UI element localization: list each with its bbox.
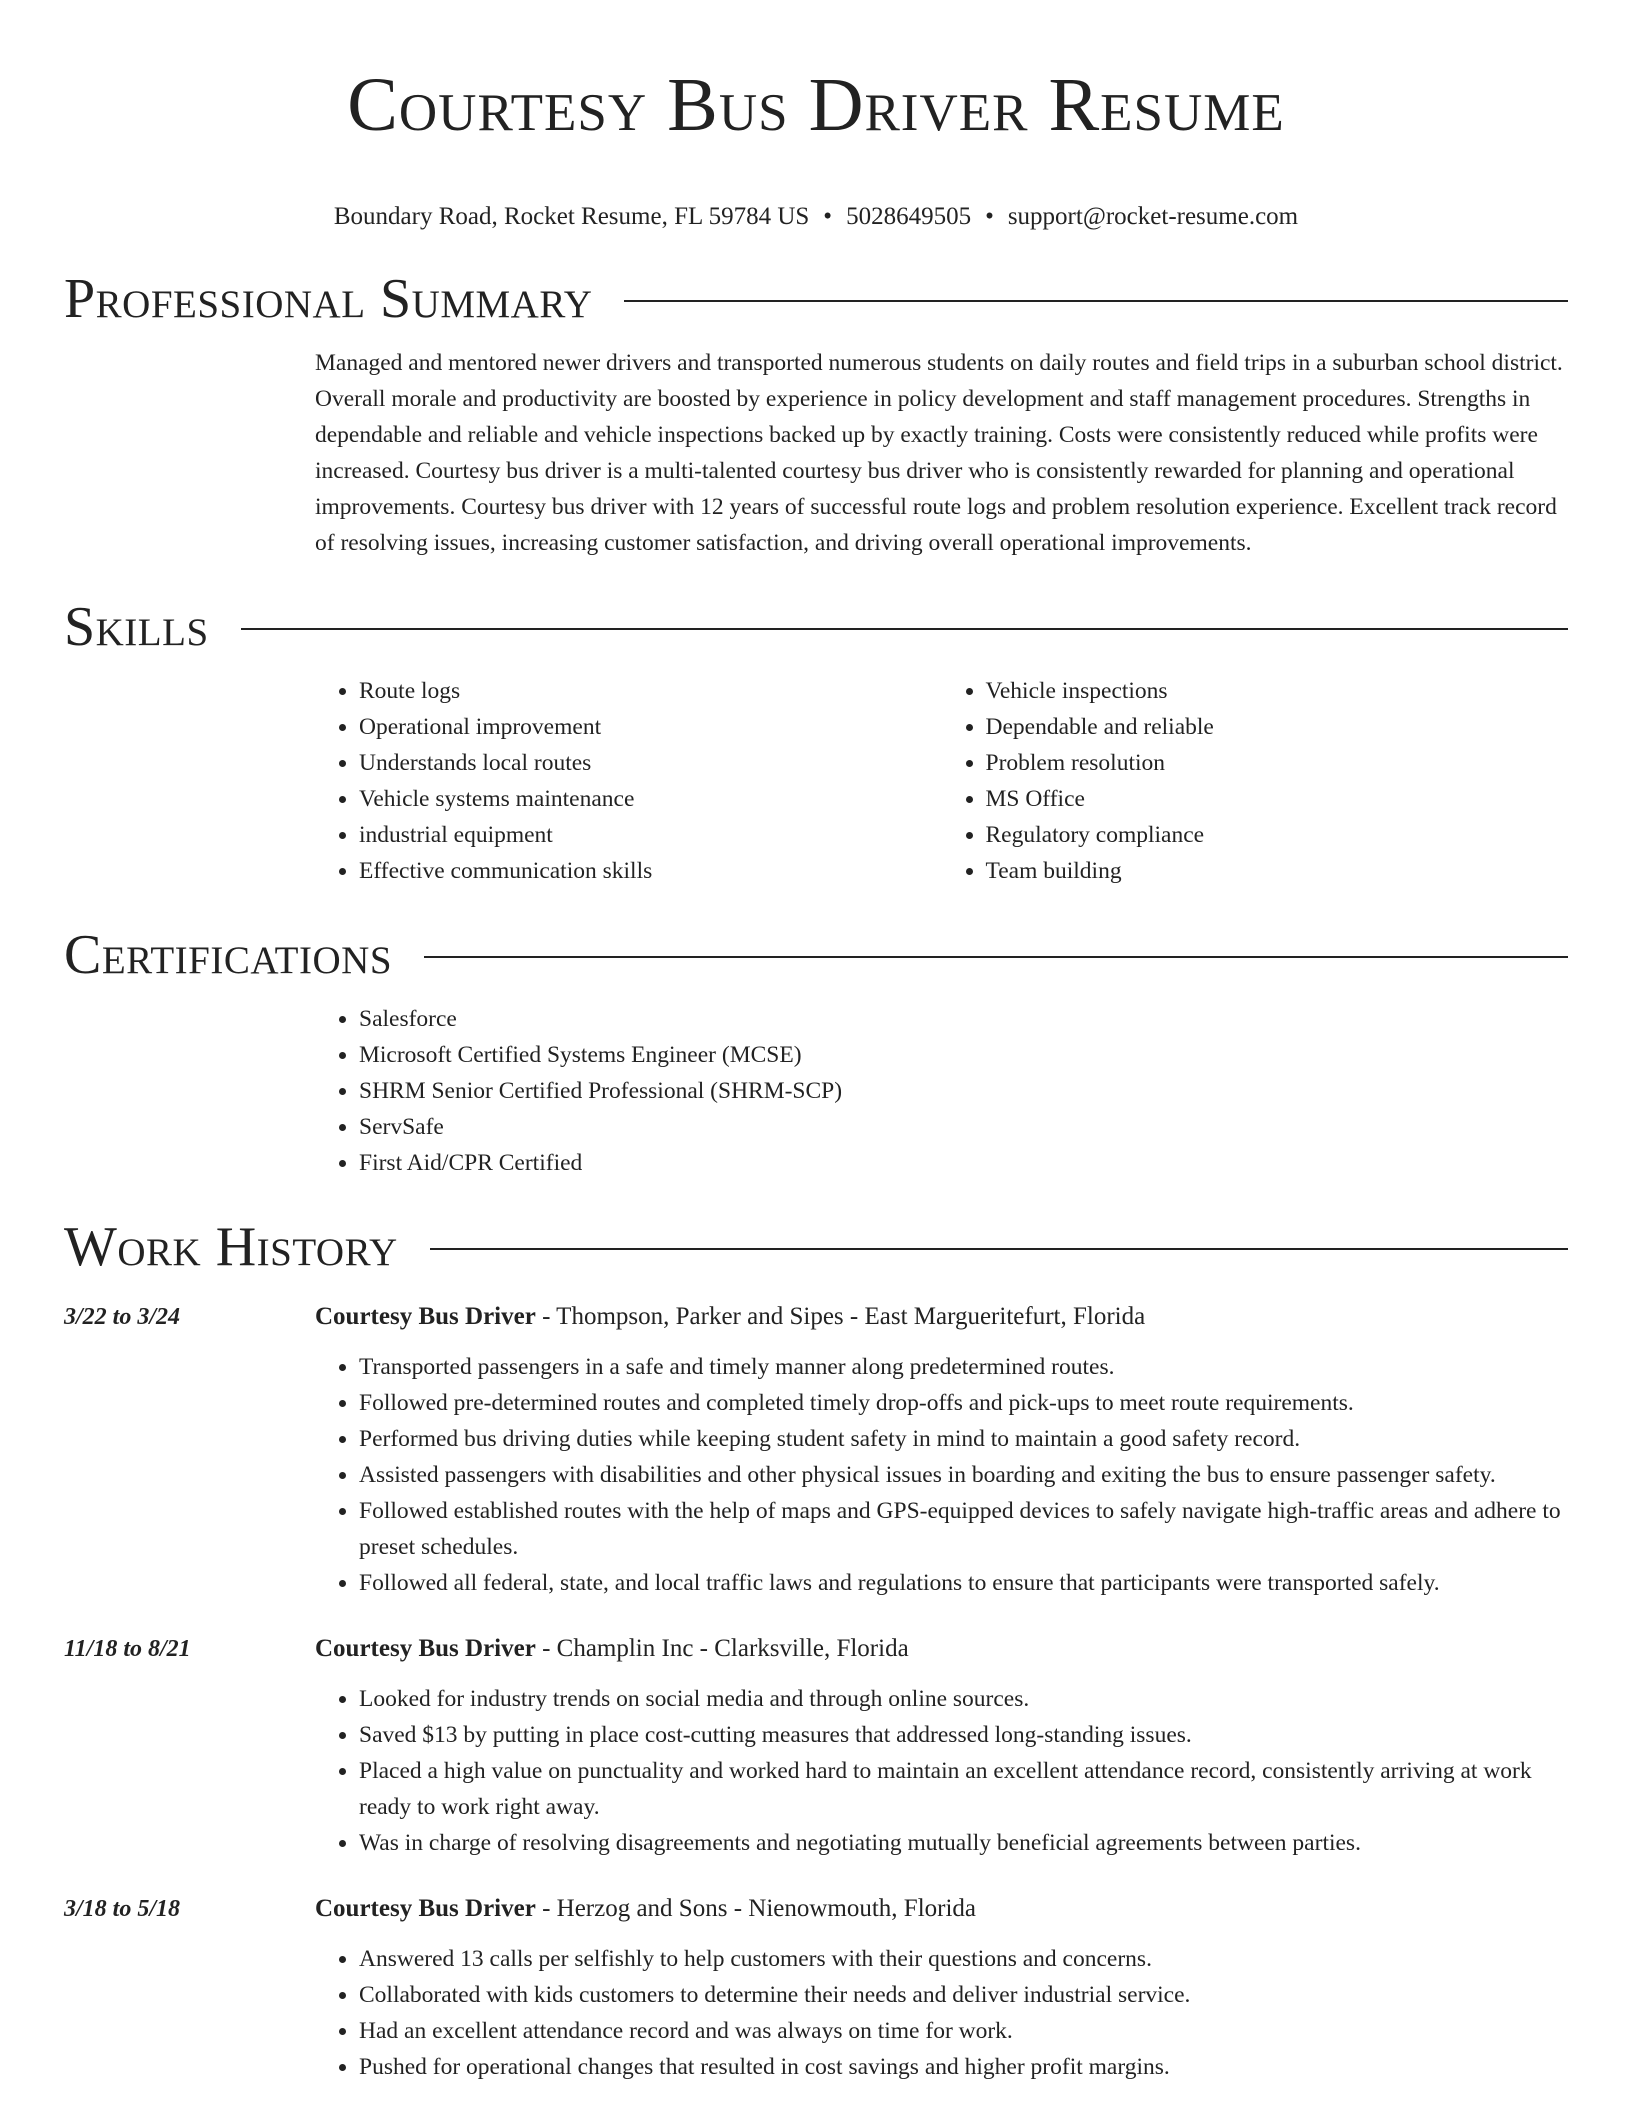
job-bullet: • Answered 13 calls per selfishly to help customers with their questions and concerns. xyxy=(359,1941,1568,1977)
job-bullet: • Followed established routes with the help of maps and GPS-equipped devices to safely navigate high-traffic areas and adhere to preset schedules. xyxy=(359,1493,1568,1565)
section-divider xyxy=(430,1248,1568,1250)
skill-item: • Team building xyxy=(986,853,1569,889)
section-divider xyxy=(241,628,1568,630)
summary-section-header xyxy=(64,267,1568,331)
job-entry xyxy=(64,1631,1568,1861)
work-section-header xyxy=(64,1215,1568,1279)
job-bullet: • Pushed for operational changes that resulted in cost savings and higher profit margins. xyxy=(359,2049,1568,2085)
section-divider xyxy=(624,300,1568,302)
job-title: Courtesy Bus Driver xyxy=(315,1894,536,1922)
job-dates: 3/22 to 3/24 xyxy=(64,1303,181,1330)
skill-item: • Effective communication skills xyxy=(359,853,942,889)
job-title-line xyxy=(315,1631,1568,1667)
job-title-line xyxy=(315,1299,1568,1335)
job-details xyxy=(315,1631,1568,1861)
job-details xyxy=(315,1891,1568,2085)
skill-item: • MS Office xyxy=(986,781,1569,817)
certification-item: • Microsoft Certified Systems Engineer (MCSE) xyxy=(359,1037,1568,1073)
contact-address: Boundary Road, Rocket Resume, FL 59784 US xyxy=(333,202,810,230)
job-bullet: • Performed bus driving duties while keeping student safety in mind to maintain a good safety record. xyxy=(359,1421,1568,1457)
skill-item: • Vehicle systems maintenance xyxy=(359,781,942,817)
certification-item: • Salesforce xyxy=(359,1001,1568,1037)
job-bullets xyxy=(315,1941,1568,2085)
certification-item: • ServSafe xyxy=(359,1109,1568,1145)
skill-item: • Vehicle inspections xyxy=(986,673,1569,709)
resume-title: Courtesy Bus Driver Resume xyxy=(347,63,1285,147)
section-divider xyxy=(424,956,1568,958)
job-bullet: • Transported passengers in a safe and timely manner along predetermined routes. xyxy=(359,1349,1568,1385)
job-details xyxy=(315,1299,1568,1601)
skills-heading: Skills xyxy=(64,595,209,658)
skill-item: • industrial equipment xyxy=(359,817,942,853)
skills-section-header xyxy=(64,595,1568,659)
resume-page xyxy=(64,0,1568,2085)
skill-item: • Dependable and reliable xyxy=(986,709,1569,745)
job-entry xyxy=(64,1299,1568,1601)
job-title: Courtesy Bus Driver xyxy=(315,1302,536,1330)
job-bullet: • Followed all federal, state, and local traffic laws and regulations to ensure that participants were transported safely. xyxy=(359,1565,1568,1601)
skill-item: • Problem resolution xyxy=(986,745,1569,781)
job-bullet: • Placed a high value on punctuality and worked hard to maintain an excellent attendance record, consistently arriving at work ready to work right away. xyxy=(359,1753,1568,1825)
contact-separator: • xyxy=(823,202,833,230)
job-employer: - Herzog and Sons - Nienowmouth, Florida xyxy=(535,1894,977,1922)
job-bullet: • Looked for industry trends on social media and through online sources. xyxy=(359,1681,1568,1717)
certifications-section-header xyxy=(64,923,1568,987)
contact-email: support@rocket-resume.com xyxy=(1007,202,1299,230)
work-heading: Work History xyxy=(64,1215,398,1278)
summary-heading: Professional Summary xyxy=(64,267,593,330)
certification-item: • First Aid/CPR Certified xyxy=(359,1145,1568,1181)
skill-item: • Regulatory compliance xyxy=(986,817,1569,853)
certifications-list xyxy=(315,1001,1568,1181)
job-dates: 11/18 to 8/21 xyxy=(64,1635,191,1662)
job-employer: - Thompson, Parker and Sipes - East Margueritefurt, Florida xyxy=(535,1302,1146,1330)
skill-item: • Route logs xyxy=(359,673,942,709)
job-bullets xyxy=(315,1349,1568,1601)
job-title-line xyxy=(315,1891,1568,1927)
skill-item: • Operational improvement xyxy=(359,709,942,745)
job-bullet: • Followed pre-determined routes and completed timely drop-offs and pick-ups to meet route requirements. xyxy=(359,1385,1568,1421)
job-bullet: • Saved $13 by putting in place cost-cutting measures that addressed long-standing issues. xyxy=(359,1717,1568,1753)
job-title: Courtesy Bus Driver xyxy=(315,1634,536,1662)
skills-column-right xyxy=(942,673,1569,889)
summary-text: Managed and mentored newer drivers and transported numerous students on daily routes and field trips in a suburban school district. Overall morale and productivity are boosted by experience in policy development and staff management procedures. Strengths in dependable and reliable and vehicle inspections backed up by exactly training. Costs were consistently reduced while profits were increased. Courtesy bus driver is a multi-talented courtesy bus driver who is consistently rewarded for planning and operational improvements. Courtesy bus driver with 12 years of successful route logs and problem resolution experience. Excellent track record of resolving issues, increasing customer satisfaction, and driving overall operational improvements. xyxy=(315,349,1563,556)
contact-phone: 5028649505 xyxy=(846,202,972,230)
job-bullet: • Collaborated with kids customers to determine their needs and deliver industrial service. xyxy=(359,1977,1568,2013)
job-bullets xyxy=(315,1681,1568,1861)
certifications-heading: Certifications xyxy=(64,923,393,986)
certification-item: • SHRM Senior Certified Professional (SHRM-SCP) xyxy=(359,1073,1568,1109)
skills-list xyxy=(315,673,1568,889)
job-employer: - Champlin Inc - Clarksville, Florida xyxy=(535,1634,909,1662)
skill-item: • Understands local routes xyxy=(359,745,942,781)
job-dates: 3/18 to 5/18 xyxy=(64,1895,181,1922)
contact-line xyxy=(64,201,1568,233)
contact-separator: • xyxy=(985,202,994,230)
job-bullet: • Had an excellent attendance record and was always on time for work. xyxy=(359,2013,1568,2049)
job-entry xyxy=(64,1891,1568,2085)
skills-column-left xyxy=(315,673,942,889)
job-bullet: • Assisted passengers with disabilities and other physical issues in boarding and exiting the bus to ensure passenger safety. xyxy=(359,1457,1568,1493)
job-bullet: • Was in charge of resolving disagreements and negotiating mutually beneficial agreements between parties. xyxy=(359,1825,1568,1861)
